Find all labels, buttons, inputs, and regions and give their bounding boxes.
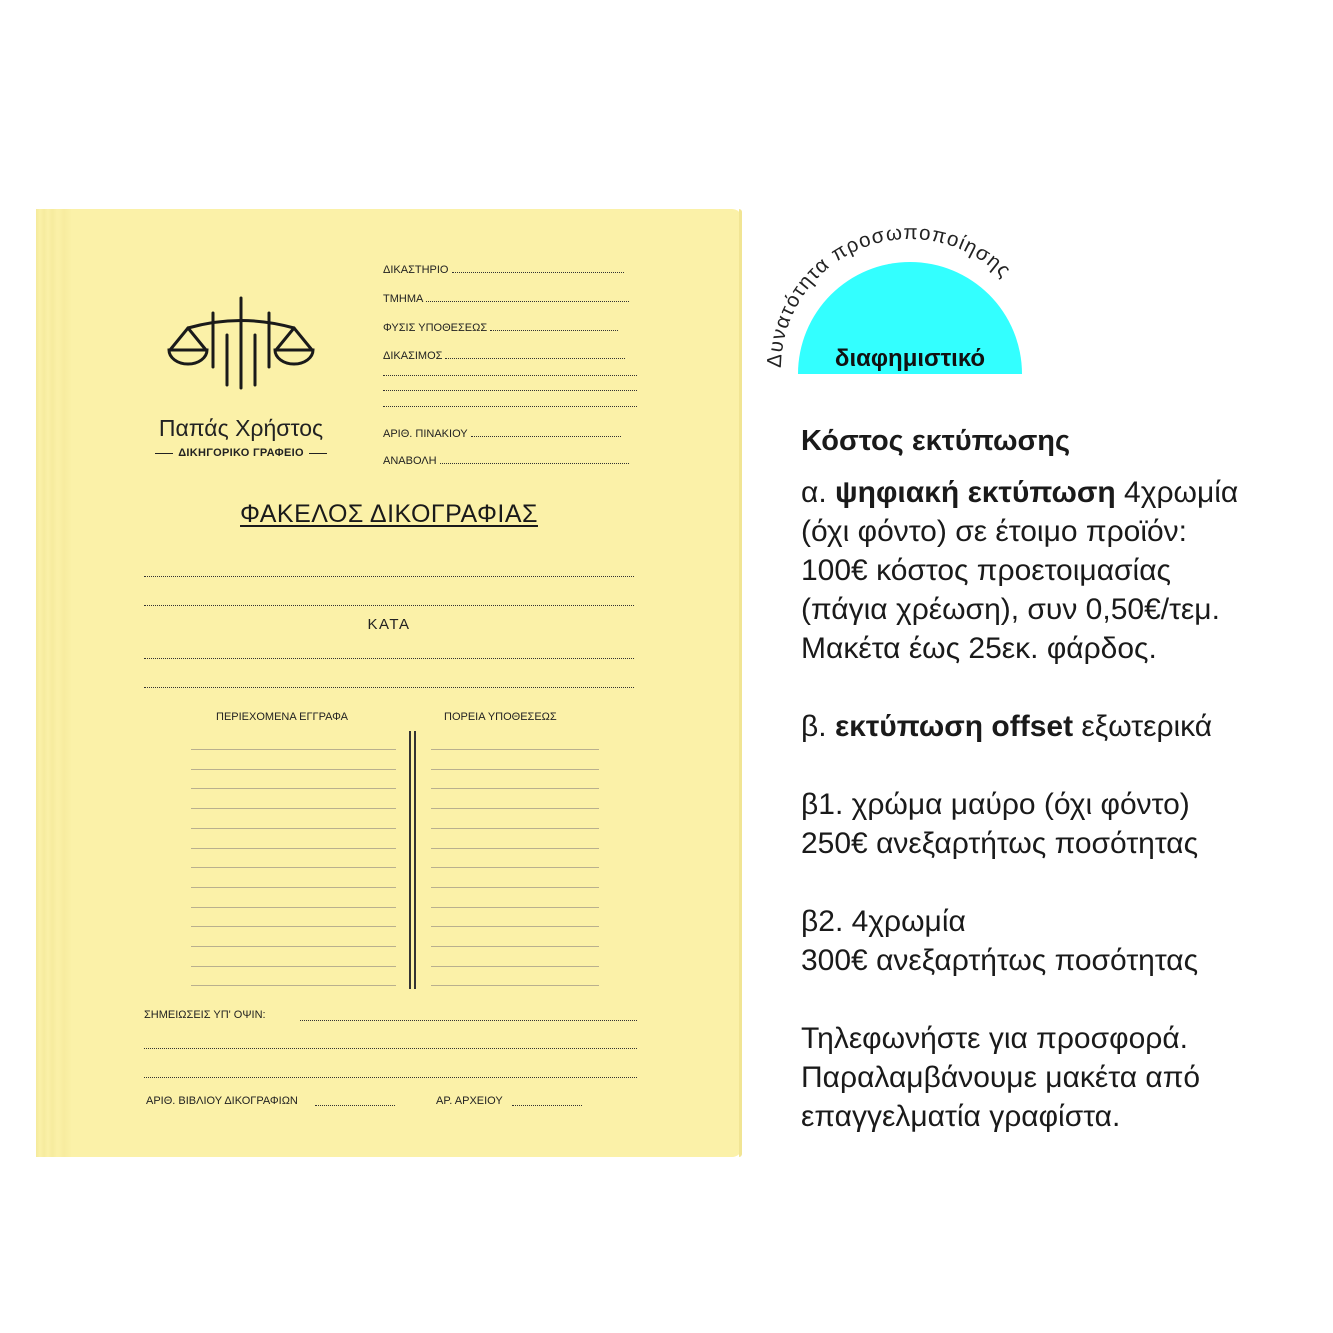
option-b-rest: εξωτερικά xyxy=(1073,710,1213,743)
field-case-nature-line xyxy=(490,321,618,331)
field-hearing-label: ΔΙΚΑΣΙΜΟΣ xyxy=(383,350,443,362)
ruled-line xyxy=(431,808,599,809)
progress-header: ΠΟΡΕΙΑ ΥΠΟΘΕΣΕΩΣ xyxy=(444,711,557,723)
option-a-prefix: α. xyxy=(801,476,836,509)
ruled-line xyxy=(191,808,396,809)
ruled-line xyxy=(191,887,396,888)
ruled-line xyxy=(431,749,599,750)
ruled-line xyxy=(191,966,396,967)
field-court xyxy=(383,263,624,276)
option-a-line4: (πάγια χρέωση), συν 0,50€/τεμ. xyxy=(801,593,1220,626)
folder-title: ΦΑΚΕΛΟΣ ΔΙΚΟΓΡΑΦΙΑΣ xyxy=(240,500,538,528)
party-line xyxy=(144,576,634,577)
option-a-line5: Μακέτα έως 25εκ. φάρδος. xyxy=(801,632,1157,665)
contact-line3: επαγγελματία γραφίστα. xyxy=(801,1100,1121,1133)
ruled-line xyxy=(431,966,599,967)
spacer xyxy=(801,863,1321,902)
spacer xyxy=(801,980,1321,1019)
ruled-line xyxy=(191,749,396,750)
field-department-label: ΤΜΗΜΑ xyxy=(383,293,424,305)
field-case-nature xyxy=(383,321,618,334)
ruled-line xyxy=(431,887,599,888)
option-a-line2: (όχι φόντο) σε έτοιμο προϊόν: xyxy=(801,515,1188,548)
field-postponement xyxy=(383,454,629,467)
option-a-line3: 100€ κόστος προετοιμασίας xyxy=(801,554,1172,587)
firm-subtitle: ΔΙΚΗΓΟΡΙΚΟ ΓΡΑΦΕΙΟ xyxy=(146,447,336,459)
party-line xyxy=(144,605,634,606)
field-court-label: ΔΙΚΑΣΤΗΡΙΟ xyxy=(383,264,449,276)
field-hearing xyxy=(383,349,625,362)
field-hearing-line xyxy=(445,349,625,359)
ruled-line xyxy=(191,926,396,927)
field-court-line xyxy=(452,263,624,273)
printing-cost-info xyxy=(801,422,1321,1136)
field-postponement-line xyxy=(440,454,629,464)
option-b2-line1: β2. 4χρωμία xyxy=(801,905,966,938)
notes-line xyxy=(144,1077,637,1078)
field-docket-number-line xyxy=(471,427,621,437)
option-a-title: ψηφιακή εκτύπωση xyxy=(835,476,1116,509)
ruled-line xyxy=(431,867,599,868)
field-department xyxy=(383,292,629,305)
field-line xyxy=(383,390,637,391)
archive-field xyxy=(436,1095,503,1107)
case-folder xyxy=(36,209,742,1157)
option-b2-line2: 300€ ανεξαρτήτως ποσότητας xyxy=(801,944,1199,977)
field-department-line xyxy=(426,292,629,302)
folder-spine xyxy=(36,209,72,1157)
field-docket-number xyxy=(383,427,621,440)
scales-of-justice-icon xyxy=(164,295,324,395)
ruled-line xyxy=(431,985,599,986)
ruled-line xyxy=(191,788,396,789)
archive-label: ΑΡ. ΑΡΧΕΙΟΥ xyxy=(436,1095,503,1107)
option-b-line xyxy=(801,707,1321,746)
notes-line xyxy=(300,1020,637,1021)
contents-header: ΠΕΡΙΕΧΟΜΕΝΑ ΕΓΓΡΑΦΑ xyxy=(216,711,348,723)
option-b1-line1: β1. χρώμα μαύρο (όχι φόντο) xyxy=(801,788,1190,821)
option-a-rest: 4χρωμία xyxy=(1115,476,1239,509)
ruled-line xyxy=(191,946,396,947)
option-b-title: εκτύπωση offset xyxy=(834,710,1074,743)
contact-line2: Παραλαμβάνουμε μακέτα από xyxy=(801,1061,1201,1094)
ruled-line xyxy=(191,848,396,849)
notes-field xyxy=(144,1009,266,1021)
ruled-line xyxy=(431,848,599,849)
ruled-line xyxy=(431,788,599,789)
notes-label: ΣΗΜΕΙΩΣΕΙΣ ΥΠ' ΟΨΙΝ: xyxy=(144,1009,266,1021)
field-postponement-label: ΑΝΑΒΟΛΗ xyxy=(383,455,437,467)
ruled-line xyxy=(191,867,396,868)
option-a-line xyxy=(801,473,1321,512)
field-line xyxy=(383,406,637,407)
versus-label: ΚΑΤΑ xyxy=(367,616,411,633)
ruled-line xyxy=(431,907,599,908)
party-line xyxy=(144,687,634,688)
personalization-badge xyxy=(755,200,1065,376)
ruled-line xyxy=(431,946,599,947)
ruled-line xyxy=(191,985,396,986)
book-number-field xyxy=(146,1095,298,1107)
option-b-prefix: β. xyxy=(801,710,835,743)
contact-line1: Τηλεφωνήστε για προσφορά. xyxy=(801,1022,1189,1055)
field-line xyxy=(383,375,637,376)
spacer xyxy=(801,668,1321,707)
firm-name: Παπάς Χρήστος xyxy=(158,415,324,441)
cost-heading: Κόστος εκτύπωσης xyxy=(801,425,1071,457)
ruled-line xyxy=(431,769,599,770)
column-divider xyxy=(409,731,411,989)
notes-line xyxy=(144,1048,637,1049)
option-b1-line2: 250€ ανεξαρτήτως ποσότητας xyxy=(801,827,1199,860)
party-line xyxy=(144,658,634,659)
badge-label: διαφημιστικό xyxy=(834,345,986,372)
field-case-nature-label: ΦΥΣΙΣ ΥΠΟΘΕΣΕΩΣ xyxy=(383,322,488,334)
folder-fold xyxy=(739,209,742,1157)
spacer xyxy=(801,746,1321,785)
column-divider xyxy=(414,731,416,989)
ruled-line xyxy=(191,769,396,770)
book-number-label: ΑΡΙΘ. ΒΙΒΛΙΟΥ ΔΙΚΟΓΡΑΦΙΩΝ xyxy=(146,1095,298,1107)
ruled-line xyxy=(431,828,599,829)
ruled-line xyxy=(191,907,396,908)
field-docket-number-label: ΑΡΙΘ. ΠΙΝΑΚΙΟΥ xyxy=(383,428,468,440)
badge-arc-text: Δυνατότητα προσωποποίησης xyxy=(762,220,1016,369)
ruled-line xyxy=(191,828,396,829)
archive-line xyxy=(512,1105,582,1106)
ruled-line xyxy=(431,926,599,927)
book-number-line xyxy=(315,1105,395,1106)
